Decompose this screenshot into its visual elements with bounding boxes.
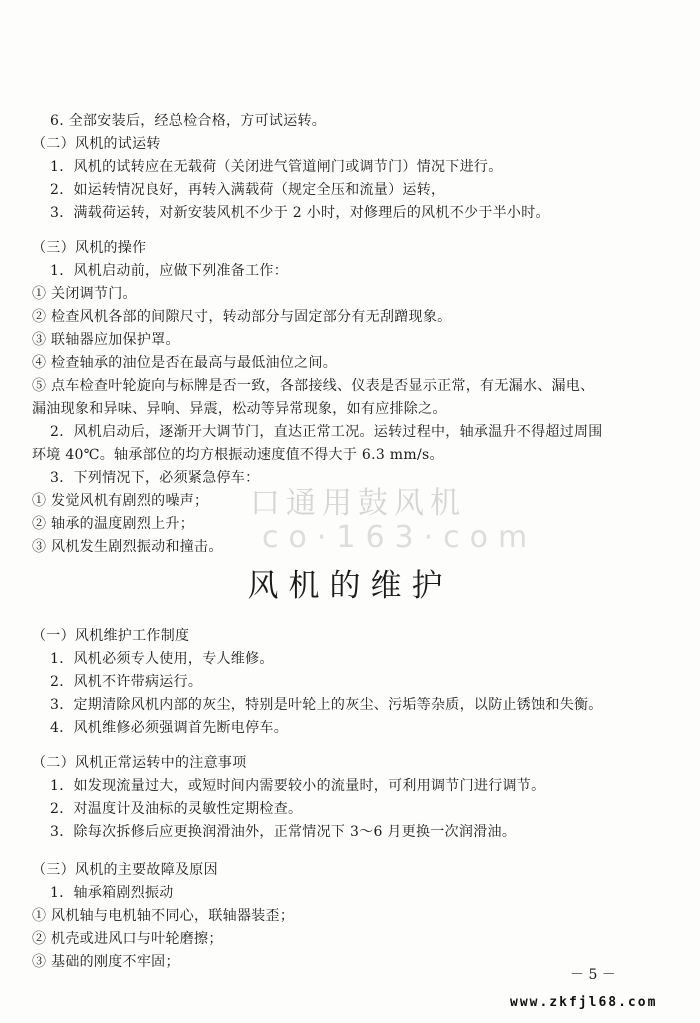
trial-run-item-1: 1．风机的试转应在无载荷（关闭进气管道闸门或调节门）情况下进行。 xyxy=(50,159,503,175)
operation-line: ② 轴承的温度剧烈上升； xyxy=(32,516,195,532)
operation-line: ③ 联轴器应加保护罩。 xyxy=(32,332,180,348)
normal-operation-heading: （二）风机正常运转中的注意事项 xyxy=(32,755,247,771)
maintenance-system-item: 4．风机维修必须强调首先断电停车。 xyxy=(50,720,289,736)
faults-line: ① 风机轴与电机轴不同心，联轴器装歪； xyxy=(32,908,295,924)
operation-line: 1．风机启动前，应做下列准备工作： xyxy=(50,263,289,279)
normal-operation-item: 2．对温度计及油标的灵敏性定期检查。 xyxy=(50,801,303,817)
install-item-6: 6. 全部安装后，经总检合格，方可试运转。 xyxy=(50,113,327,129)
trial-run-heading: （二）风机的试运转 xyxy=(32,136,161,152)
maintenance-system-heading: （一）风机维护工作制度 xyxy=(32,628,190,644)
operation-line: 3．下列情况下，必须紧急停车： xyxy=(50,470,260,486)
operation-line: 2．风机启动后，逐渐开大调节门，直达正常工况。运转过程中，轴承温升不得超过周围 xyxy=(50,424,603,440)
faults-heading: （三）风机的主要故障及原因 xyxy=(32,862,218,878)
site-url: www.zkfjl68.com xyxy=(510,995,658,1010)
operation-line: ③ 风机发生剧烈振动和撞击。 xyxy=(32,539,223,555)
maintenance-system-item: 2．风机不许带病运行。 xyxy=(50,674,203,690)
page-number: － 5 － xyxy=(570,967,616,983)
maintenance-system-item: 3．定期清除风机内部的灰尘，特别是叶轮上的灰尘、污垢等杂质，以防止锈蚀和失衡。 xyxy=(50,697,603,713)
watermark-url: co·163·com xyxy=(262,520,538,555)
maintenance-system-item: 1．风机必须专人使用，专人维修。 xyxy=(50,651,274,667)
page-title: 风机的维护 xyxy=(247,568,453,604)
operation-line: ② 检查风机各部的间隙尺寸，转动部分与固定部分有无刮蹭现象。 xyxy=(32,309,452,325)
faults-line: 1．轴承箱剧烈振动 xyxy=(50,885,174,901)
watermark-text: 口通用鼓风机 xyxy=(250,486,466,521)
normal-operation-item: 1．如发现流量过大，或短时间内需要较小的流量时，可利用调节门进行调节。 xyxy=(50,778,546,794)
operation-line: ⑤ 点车检查叶轮旋向与标牌是否一致，各部接线、仪表是否显示正常，有无漏水、漏电、 xyxy=(32,378,595,394)
trial-run-item-3: 3．满载荷运转，对新安装风机不少于 2 小时，对修理后的风机不少于半小时。 xyxy=(50,205,550,221)
operation-heading: （三）风机的操作 xyxy=(32,240,147,256)
faults-line: ② 机壳或进风口与叶轮磨擦； xyxy=(32,931,223,947)
operation-line: ① 发觉风机有剧烈的噪声； xyxy=(32,493,209,509)
operation-line: 漏油现象和异味、异响、异震，松动等异常现象，如有应排除之。 xyxy=(32,401,447,417)
operation-line: ④ 检查轴承的油位是否在最高与最低油位之间。 xyxy=(32,355,338,371)
trial-run-item-2: 2．如运转情况良好，再转入满载荷（规定全压和流量）运转， xyxy=(50,182,446,198)
operation-line: ① 关闭调节门。 xyxy=(32,286,137,302)
operation-line: 环境 40℃。轴承部位的均方根振动速度值不得大于 6.3 mm/s。 xyxy=(32,447,444,463)
faults-line: ③ 基础的刚度不牢固； xyxy=(32,954,180,970)
normal-operation-item: 3．除每次拆修后应更换润滑油外，正常情况下 3～6 月更换一次润滑油。 xyxy=(50,824,517,840)
